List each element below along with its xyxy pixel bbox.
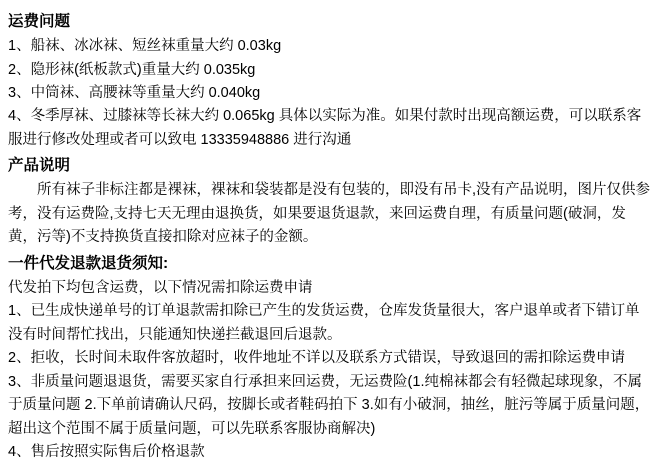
dropship-line-2: 2、拒收，长时间未取件客放超时，收件地址不详以及联系方式错误，导致退回的需扣除运费申请 [8,350,626,367]
section-shipping [8,10,652,152]
shipping-line-3: 3、中筒袜、高腰袜等重量大约 0.040kg [8,84,261,101]
dropship-line-1: 1、已生成快递单号的订单退款需扣除已产生的发货运费，仓库发货量很大，客户退单或者下错订单没有时间帮忙找出，只能通知快递拦截退回后退款。 [8,303,640,343]
dropship-line-4: 4、售后按照实际售后价格退款 [8,444,205,461]
section-product-description [8,154,652,249]
dropship-line-intro: 代发拍下均包含运费，以下情况需扣除运费申请 [8,279,313,296]
section-heading-product-description: 产品说明 [8,157,71,175]
section-heading-dropship-refund: 一件代发退款退货须知: [8,254,169,272]
section-dropship-refund [8,252,652,465]
shipping-line-2: 2、隐形袜(纸板款式)重量大约 0.035kg [8,61,256,78]
section-heading-shipping: 运费问题 [8,13,71,30]
product-description-paragraph: 所有袜子非标注都是裸袜，裸袜和袋装都是没有包装的，即没有吊卡,没有产品说明，图片仅供参考，没有运费险,支持七天无理由退换货，如果要退货退款，来回运费自理，有质量问题(破洞，发黄，污等)不支持换货直接扣除对应袜子的金额。 [8,182,651,246]
dropship-line-3: 3、非质量问题退退货，需要买家自行承担来回运费，无运费险(1.纯棉袜都会有轻微起球现象，不属于质量问题 2.下单前请确认尺码，按脚长或者鞋码拍下 3.如有小破洞，抽丝，脏污等属于质量问题，超出这个范围不属于质量问题，可以先联系客服协商解决) [8,373,650,437]
shipping-line-1: 1、船袜、冰冰袜、短丝袜重量大约 0.03kg [8,38,282,55]
shipping-line-4: 4、冬季厚袜、过膝袜等长袜大约 0.065kg 具体以实际为准。如果付款时出现高额运费，可以联系客服进行修改处理或者可以致电 13335948886 进行沟通 [8,108,642,148]
